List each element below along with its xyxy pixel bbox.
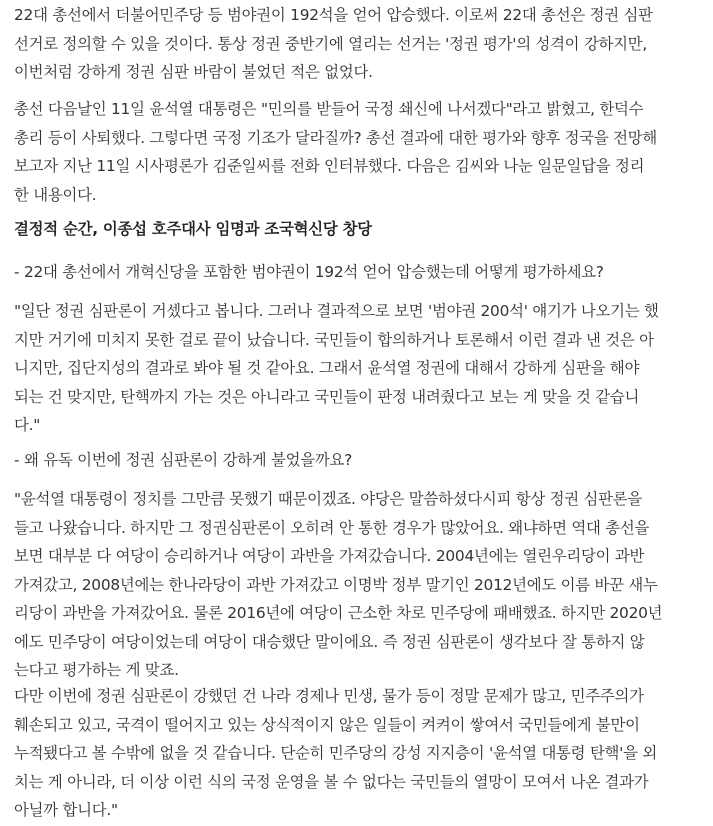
text-line: 보고자 지난 11일 시사평론가 김준일씨를 전화 인터뷰했다. 다음은 김씨와 나눈 일문일답을 정리 <box>14 157 645 175</box>
question-2 <box>14 446 704 475</box>
text-line: 총리 등이 사퇴했다. 그렇다면 국정 기조가 달라질까? 총선 결과에 대한 평가와 향후 정국을 전망해 <box>14 128 657 147</box>
text-line: 총선 다음날인 11일 윤석열 대통령은 "민의를 받들어 국정 쇄신에 나서겠다"라고 밝혔고, 한덕수 <box>14 100 644 118</box>
text-line: 지만 거기에 미치지 못한 걸로 끝이 났습니다. 국민들이 합의하거나 토론해서 이런 결과 낸 것은 아 <box>14 330 654 349</box>
text-line: 가져갔고, 2008년에는 한나라당이 과반 가져갔고 이명박 정부 말기인 2012년에도 이름 바꾼 새누 <box>14 575 658 594</box>
text-line: - 22대 총선에서 개혁신당을 포함한 범야권이 192석 얻어 압승했는데 어떻게 평가하세요? <box>14 263 604 281</box>
text-line: 훼손되고 있고, 국격이 떨어지고 있는 상식적이지 않은 일들이 켜켜이 쌓여서 국민들에게 불만이 <box>14 715 640 734</box>
text-line: 들고 나왔습니다. 하지만 그 정권심판론이 오히려 안 통한 경우가 많았어요. 왜냐하면 역대 총선을 <box>14 518 650 537</box>
text-line: 누적됐다고 볼 수밖에 없을 것 같습니다. 단순히 민주당의 강성 지지층이 '윤석열 대통령 탄핵'을 외 <box>14 744 658 762</box>
section-heading: 결정적 순간, 이종섭 호주대사 임명과 조국혁신당 창당 <box>14 220 372 238</box>
text-line: 다만 이번에 정권 심판론이 강했던 건 나라 경제나 민생, 물가 등이 정말 문제가 많고, 민주주의가 <box>14 687 644 705</box>
text-line: 니지만, 집단지성의 결과로 봐야 될 것 같아요. 그래서 윤석열 정권에 대해서 강하게 심판을 해야 <box>14 359 640 377</box>
text-line: 아닐까 합니다." <box>14 801 118 819</box>
text-line: 되는 건 맞지만, 탄핵까지 가는 것은 아니라고 국민들이 판정 내려줬다고 보는 게 맞을 것 같습니 <box>14 387 640 406</box>
answer-2-continued <box>14 682 704 825</box>
text-line: 22대 총선에서 더불어민주당 등 범야권이 192석을 얻어 압승했다. 이로써 22대 총선은 정권 심판 <box>14 6 653 24</box>
text-line: 보면 대부분 다 여당이 승리하거나 여당이 과반을 가져갔습니다. 2004년에는 열린우리당이 과반 <box>14 547 645 565</box>
answer-1 <box>14 297 704 440</box>
text-line: 는다고 평가하는 게 맞죠. <box>14 661 179 679</box>
text-line: 에도 민주당이 여당이었는데 여당이 대승했단 말이에요. 즉 정권 심판론이 생각보다 잘 통하지 않 <box>14 632 645 651</box>
text-line: 선거로 정의할 수 있을 것이다. 통상 정권 중반기에 열리는 선거는 '정권 평가'의 성격이 강하지만, <box>14 34 648 53</box>
answer-2 <box>14 485 704 685</box>
text-line: 리당이 과반을 가져갔어요. 물론 2016년에 여당이 근소한 차로 민주당에 패배했죠. 하지만 2020년 <box>14 604 663 622</box>
text-line: 치는 게 아니라, 더 이상 이런 식의 국정 운영을 볼 수 없다는 국민들의 열망이 모여서 나온 결과가 <box>14 772 649 791</box>
paragraph-intro <box>14 1 704 87</box>
text-line: "일단 정권 심판론이 거셌다고 봅니다. 그러나 결과적으로 보면 '범야권 200석' 얘기가 나오기는 했 <box>14 302 659 320</box>
text-line: 다." <box>14 416 41 434</box>
text-line: 한 내용이다. <box>14 185 97 204</box>
text-line: 이번처럼 강하게 정권 심판 바람이 불었던 적은 없었다. <box>14 63 373 81</box>
text-line: "윤석열 대통령이 정치를 그만큼 못했기 때문이겠죠. 야당은 말씀하셨다시피 항상 정권 심판론을 <box>14 490 642 508</box>
paragraph-context <box>14 95 704 209</box>
question-1 <box>14 258 704 287</box>
text-line: - 왜 유독 이번에 정권 심판론이 강하게 불었을까요? <box>14 451 353 469</box>
